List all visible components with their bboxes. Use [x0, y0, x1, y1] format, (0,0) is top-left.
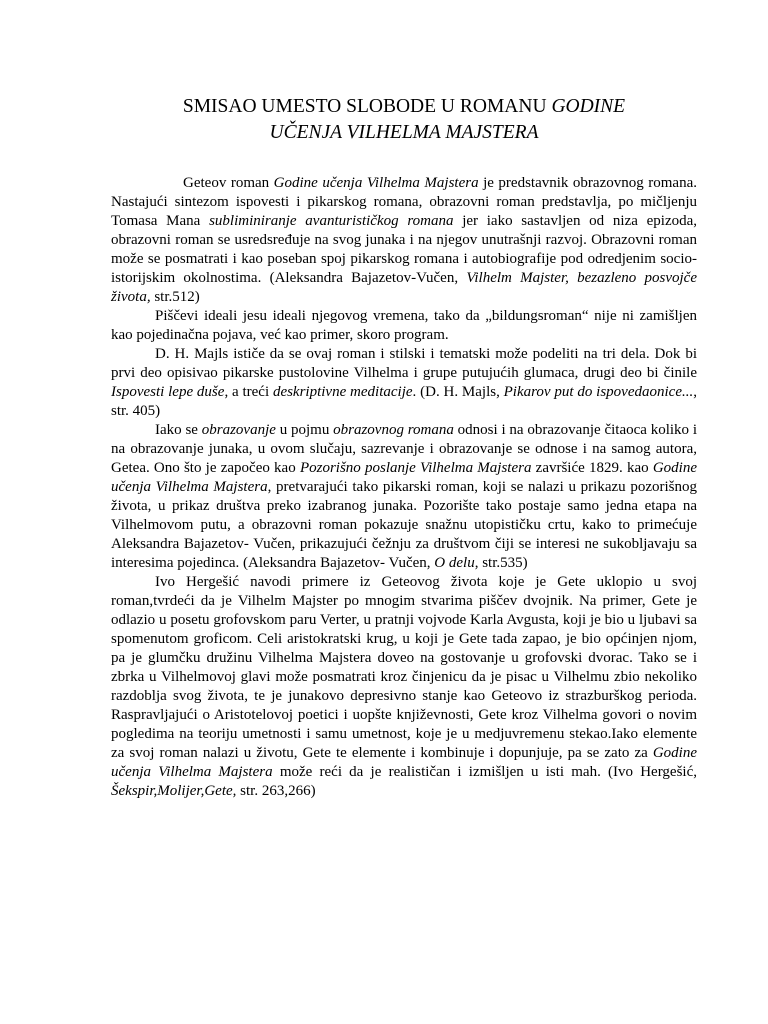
paragraph: [111, 174, 697, 307]
document-title: [111, 94, 697, 146]
text-run: str.512): [150, 289, 200, 305]
text-run: . (D. H. Majls,: [412, 384, 504, 400]
italic-text-run: Ispovesti lepe duše: [111, 384, 225, 400]
italic-text-run: Godine učenja Vilhelma Majstera: [111, 460, 697, 495]
italic-text-run: Vilhelm Majster, bezazleno posvojče života,: [111, 270, 697, 305]
title-italic-text-2: UČENJA VILHELMA MAJSTERA: [269, 122, 539, 143]
italic-text-run: Pozorišno poslanje Vilhelma Majstera: [299, 460, 532, 476]
italic-text-run: Šekspir,Molijer,Gete,: [111, 783, 237, 799]
italic-text-run: Godine učenja Vilhelma Majstera: [273, 175, 479, 191]
document-body: [111, 174, 697, 801]
italic-text-run: obrazovanje: [201, 422, 276, 438]
paragraph: [111, 345, 697, 421]
text-run: , str. 405): [111, 384, 697, 419]
text-run: D. H. Majls ističe da se ovaj roman i stilski i tematski može podeliti na tri dela. Dok bi prvi deo opisivao pikarske pustolovine Vilhelma i grupe putujućih glumaca, drugi deo bi činile: [111, 346, 697, 381]
paragraph: [111, 307, 697, 345]
italic-text-run: O delu: [434, 555, 475, 571]
text-run: , pretvarajući tako pikarski roman, koji se nalazi u prikazu pozorišnog života, u prikaz društva preko izabranog junaka. Pozorište tako postaje samo jedna etapa na Vilhelmovom putu, a obrazovni roman pokazuje snažnu utopističku crtu, kako to primećuje Aleksandra Bajazetov- Vučen, prikazujući čežnju za društvom čiji se interesi ne sukobljavaju sa interesima pojedinca. (Aleksandra Bajazetov- Vučen,: [111, 479, 697, 571]
italic-text-run: obrazovnog romana: [333, 422, 454, 438]
text-run: odnosi i na obrazovanje čitaoca koliko i na obrazovanje junaka, u ovom slučaju, sazrevanje i obrazovanje se odnose i na samog autora, Getea. Ono što je započeo kao: [111, 422, 698, 476]
title-line-2: [111, 120, 697, 146]
text-run: , str.535): [474, 555, 528, 571]
text-run: u pojmu: [275, 422, 334, 438]
text-run: završiće 1829. kao: [531, 460, 653, 476]
italic-text-run: Pikarov put do ispovedaonice...: [503, 384, 694, 400]
text-run: Geteov roman: [183, 175, 274, 191]
title-line-1: [111, 94, 697, 120]
text-run: , a treći: [224, 384, 273, 400]
paragraph: [111, 573, 697, 801]
italic-text-run: deskriptivne meditacije: [272, 384, 413, 400]
text-run: može reći da je realističan i izmišljen u isti mah. (Ivo Hergešić,: [272, 764, 697, 780]
text-run: Piščevi ideali jesu ideali njegovog vremena, tako da „bildungsroman“ nije ni zamišljen kao pojedinačna pojava, već kao primer, skoro program.: [111, 308, 697, 343]
title-plain-text: SMISAO UMESTO SLOBODE U ROMANU: [182, 96, 552, 117]
italic-text-run: Godine učenja Vilhelma Majstera: [111, 745, 697, 780]
text-run: je predstavnik obrazovnog romana. Nastajući sintezom ispovesti i pikarskog romana, obrazovni roman predstavlja, po mičljenju Tomasa Mana: [111, 175, 697, 229]
text-run: jer iako sastavljen od niza epizoda, obrazovni roman se usredsređuje na svog junaka i na njegov unutrašnji razvoj. Obrazovni roman može se posmatrati i kao poseban spoj pikarskog romana i autobiografije pod odredjenim socio-istorijskim okolnostima. (Aleksandra Bajazetov-Vučen,: [111, 213, 698, 286]
text-run: Ivo Hergešić navodi primere iz Geteovog života koje je Gete uklopio u svoj roman,tvrdeći da je Vilhelm Majster po mnogim stvarima piščev dvojnik. Na primer, Gete je odlazio u posetu grofovskom paru Verter, u pratnji vojvode Karla Avgusta, koji je bio u ljubavi sa spomenutom groficom. Celi aristokratski krug, u koji je Gete tada zapao, je bio općinjen njom, pa je glumčku družinu Vilhelma Majstera doveo na gostovanje u grofovski dvorac. Tako se i zbrka u Vilhelmovoj glavi može posmatrati kroz činjenicu da je pisac u Vilhelmu zbio nekoliko razdoblja svog života, te je junakovo depresivno stanje kao Geteovo iz strazburškog perioda. Raspravljajući o Aristotelovoj poetici i uopšte književnosti, Gete kroz Vilhelma govori o novim pogledima na teoriju umetnosti i samu umetnost, koje je u medjuvremenu stekao.Iako elemente za svoj roman nalazi u životu, Gete te elemente i kombinuje i dopunjuje, pa se zato za: [111, 574, 697, 761]
paragraph: [111, 421, 697, 573]
document-page: [111, 94, 697, 801]
text-run: str. 263,266): [236, 783, 316, 799]
italic-text-run: subliminiranje avanturističkog romana: [209, 213, 454, 229]
title-italic-text: GODINE: [551, 96, 626, 117]
text-run: Iako se: [155, 422, 202, 438]
